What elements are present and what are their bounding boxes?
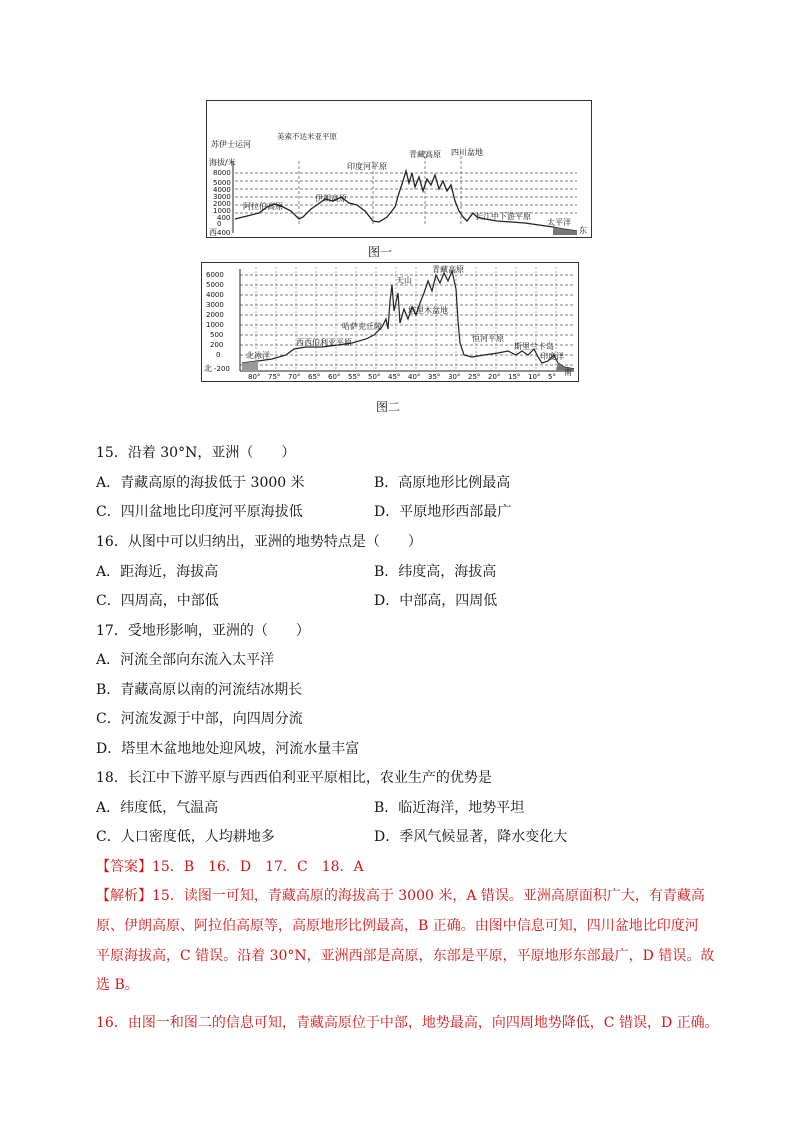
fig1-label-iran: 伊朗高原: [315, 194, 347, 203]
question-18-stem: 18．长江中下游平原与西西伯利亚平原相比，农业生产的优势是: [96, 770, 492, 786]
fig1-ytick: 3000: [213, 193, 231, 201]
fig2-label-tianshan: 天山: [396, 276, 412, 285]
answer-line: 【答案】15．B 16．D 17．C 18．A: [96, 859, 364, 875]
fig1-label-sichuan: 四川盆地: [451, 148, 483, 157]
analysis-line: 【解析】15．读图一可知，青藏高原的海拔高于 3000 米，A 错误。亚洲高原面积广大，有青藏高: [96, 888, 705, 904]
fig2-label-indian: 印度洋: [540, 352, 564, 361]
fig2-label-ganges: 恒河平原: [472, 334, 504, 343]
fig2-ytick: -200: [214, 365, 230, 373]
figure-1-profile: [207, 101, 591, 237]
fig2-xtick: 50°: [368, 373, 381, 381]
analysis-line: 原、伊朗高原、阿拉伯高原等，高原地形比例最高，B 正确。由图中信息可知，四川盆地比印度河: [96, 918, 699, 934]
analysis-line: 选 B。: [96, 977, 139, 993]
question-18-option-a: A．纬度低，气温高: [96, 800, 219, 816]
fig2-xtick: 35°: [428, 373, 441, 381]
question-16-option-d: D．中部高，四周低: [374, 593, 498, 609]
question-18-option-d: D．季风气候显著，降水变化大: [374, 829, 568, 845]
question-18-option-c: C．人口密度低，人均耕地多: [96, 829, 275, 845]
fig2-xtick: 60°: [328, 373, 341, 381]
fig1-label-qinghai: 青藏高原: [409, 150, 441, 159]
fig2-label-tarim: 塔里木盆地: [408, 306, 448, 315]
fig2-ytick: 200: [210, 341, 224, 349]
fig2-label-westsib: 西西伯利亚平原: [296, 338, 352, 347]
fig1-label-suez: 苏伊士运河: [211, 140, 251, 149]
fig2-xtick: 5°: [548, 373, 556, 381]
analysis-line: 16．由图一和图二的信息可知，青藏高原位于中部，地势最高，向四周地势降低，C 错误，D 正确。: [96, 1015, 719, 1031]
fig1-label-indus: 印度河平原: [347, 162, 387, 171]
fig2-xtick: 25°: [468, 373, 481, 381]
fig2-ytick: 1000: [206, 321, 224, 329]
question-16-option-c: C．四周高，中部低: [96, 593, 219, 609]
question-17-option-c: C．河流发源于中部，向四周分流: [96, 711, 303, 727]
fig1-ytick: 400: [217, 214, 231, 222]
fig2-xtick: 15°: [508, 373, 521, 381]
figure-1-caption: 图一: [367, 245, 392, 259]
fig2-label-north: 北: [204, 364, 212, 373]
fig2-xtick: 45°: [388, 373, 401, 381]
fig1-label-east: 东: [579, 226, 587, 235]
fig2-ytick: 3000: [206, 301, 224, 309]
fig2-xtick: 75°: [268, 373, 281, 381]
fig1-label-mesopotamia: 美索不达米亚平原: [277, 132, 337, 141]
question-16-option-a: A．距海近，海拔高: [96, 564, 219, 580]
question-16-option-b: B．纬度高，海拔高: [374, 564, 497, 580]
question-16-stem: 16．从图中可以归纳出，亚洲的地势特点是（ ）: [96, 534, 422, 550]
question-15-option-b: B．高原地形比例最高: [374, 475, 511, 491]
fig2-xtick: 65°: [308, 373, 321, 381]
question-18-option-b: B．临近海洋，地势平坦: [374, 800, 525, 816]
fig2-ytick: 500: [210, 331, 224, 339]
fig1-ytick: 1000: [213, 207, 231, 215]
fig2-xtick: 20°: [488, 373, 501, 381]
fig1-ytick: 2000: [213, 200, 231, 208]
fig2-xtick: 55°: [348, 373, 361, 381]
question-15-option-d: D．平原地形西部最广: [374, 504, 512, 520]
fig2-label-south: 南: [564, 368, 572, 377]
fig1-label-pacific: 太平洋: [547, 218, 571, 227]
question-17-option-d: D．塔里木盆地地处迎风坡，河流水量丰富: [96, 741, 360, 757]
fig1-ytick: 8000: [213, 169, 231, 177]
figure-2-profile: [202, 263, 578, 381]
fig1-ytick: 5000: [213, 179, 231, 187]
fig2-xtick: 80°: [248, 373, 261, 381]
fig2-label-srilanka: 斯里兰卡岛: [514, 342, 554, 351]
figure-2: [201, 262, 579, 382]
question-15-stem: 15．沿着 30°N，亚洲（ ）: [96, 445, 296, 461]
analysis-line: 平原海拔高，C 错误。沿着 30°N，亚洲西部是高原，东部是平原，平原地形东部最广，D 错误。故: [96, 948, 715, 964]
fig2-ytick: 5000: [206, 281, 224, 289]
fig1-y-axis-label: 海拔/米: [209, 158, 236, 167]
fig2-label-kazakh: 哈萨克丘陵: [342, 322, 382, 331]
fig1-ytick: 4000: [213, 186, 231, 194]
figure-1: [206, 100, 592, 238]
fig2-xtick: 10°: [528, 373, 541, 381]
fig2-xtick: 40°: [408, 373, 421, 381]
question-17-option-b: B．青藏高原以南的河流结冰期长: [96, 682, 303, 698]
question-15-option-a: A．青藏高原的海拔低于 3000 米: [96, 475, 305, 491]
figure-2-caption: 图二: [375, 400, 400, 414]
fig2-ytick: 0: [216, 351, 221, 359]
fig1-label-west: 西: [209, 228, 217, 237]
fig2-ytick: 6000: [206, 271, 224, 279]
fig1-ytick: 0: [217, 220, 222, 228]
fig1-label-arabian: 阿拉伯高原: [243, 202, 283, 211]
question-15-option-c: C．四川盆地比印度河平原海拔低: [96, 504, 303, 520]
fig2-ytick: 2000: [206, 311, 224, 319]
question-17-stem: 17．受地形影响，亚洲的（ ）: [96, 623, 310, 639]
fig2-label-arctic: 北冰洋: [246, 351, 270, 360]
fig2-ytick: 4000: [206, 291, 224, 299]
fig2-xtick: 70°: [288, 373, 301, 381]
fig1-ytick: 400: [217, 229, 231, 237]
fig2-label-qinghai: 青藏高原: [432, 265, 464, 274]
fig2-xtick: 30°: [448, 373, 461, 381]
fig1-label-yangtze: 长江中下游平原: [475, 212, 531, 221]
question-17-option-a: A．河流全部向东流入太平洋: [96, 652, 275, 668]
